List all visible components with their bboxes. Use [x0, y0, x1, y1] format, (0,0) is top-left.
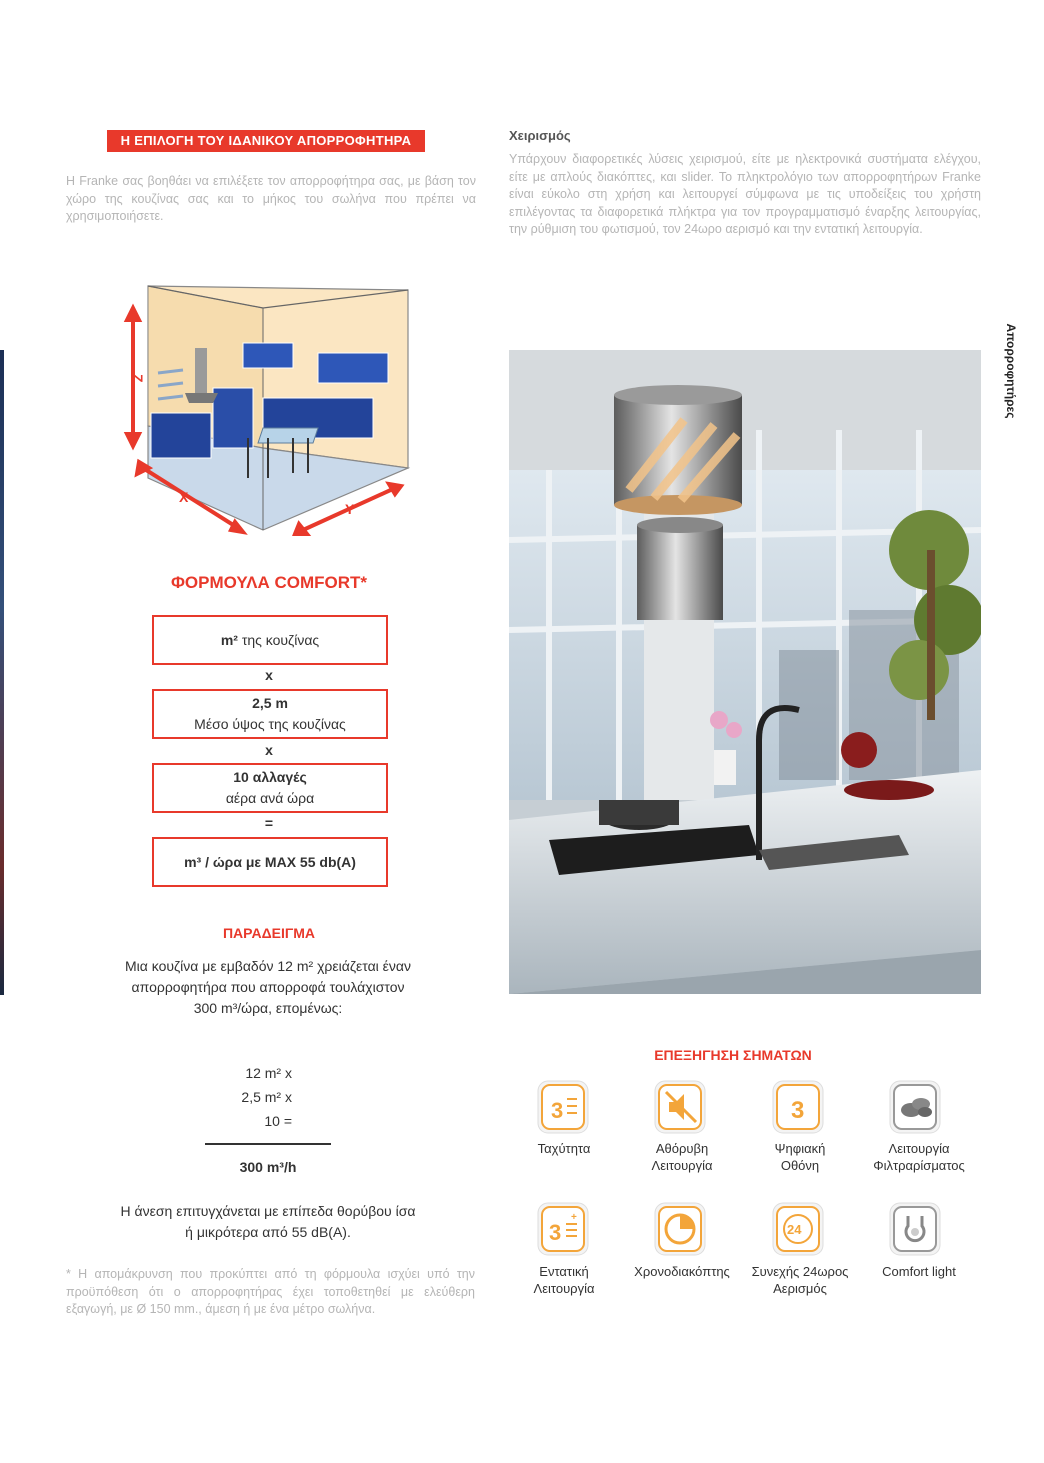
formula-box-height [152, 689, 388, 739]
silent-icon [652, 1078, 712, 1138]
svg-text:3: 3 [791, 1097, 805, 1124]
speed-icon [535, 1078, 595, 1138]
intensive-icon [535, 1200, 595, 1260]
legend-label-silent: Αθόρυβη Λειτουργία [651, 1141, 713, 1173]
controls-title: Χειρισμός [509, 128, 571, 143]
formula-box-result: m³ / ώρα με MAX 55 db(A) [152, 837, 388, 887]
section-heading-badge: Η ΕΠΙΛΟΓΗ ΤΟΥ ΙΔΑΝΙΚΟΥ ΑΠΟΡΡΟΦΗΤΗΡΑ [107, 130, 425, 152]
intro-paragraph: Η Franke σας βοηθάει να επιλέξετε τον απορροφήτηρα σας, με βάση τον χώρο της κουζίνας σας και το μήκος του σωλήνα που πρέπει να χρησιμοποιήσετε. [66, 174, 476, 223]
formula-box-changes [152, 763, 388, 813]
formula-title: ΦΟΡΜΟΥΛΑ COMFORT* [170, 573, 368, 592]
formula-operator-3: = [264, 815, 274, 831]
legend-title: ΕΠΕΞΗΓΗΣΗ ΣΗΜΑΤΩΝ [654, 1047, 812, 1063]
ventilation-24h-icon [770, 1200, 830, 1260]
formula-height-value: 2,5 m [252, 695, 288, 711]
kitchen-room-diagram [123, 278, 413, 536]
formula-changes-value: 10 αλλαγές [233, 769, 307, 785]
legend-label-speed: Ταχύτητα [537, 1141, 591, 1156]
legend-label-digital: Ψηφιακή Οθόνη [774, 1141, 826, 1173]
legend-label-ventilation: Συνεχής 24ωρος Αερισμός [751, 1264, 849, 1296]
controls-paragraph: Υπάρχουν διαφορετικές λύσεις χειρισμού, είτε με ηλεκτρονικά συστήματα ελέγχου, είτε με απλούς διακόπτες, και slider. Το πληκτρολόγιο των απορροφητήρων Franke είναι εύκολο στη χρήση και λειτουργεί σύμφωνα με τις υποδείξεις του χρήστη επιλέγοντας τα διαφορετικά πλήκτρα για τον προγραμματισμό έναρξης λειτουργίας, την ρύθμιση του φωτισμού, τον 24ωρο αερισμό και την εντατική λειτουργία. [509, 152, 981, 236]
legend-label-filter: Λειτουργία Φιλτραρίσματος [873, 1141, 965, 1173]
kitchen-photo [509, 350, 981, 994]
diagram-label-z: Z [130, 374, 146, 383]
left-edge-strip [0, 350, 4, 995]
legend-label-timer: Χρονοδιακόπτης [634, 1264, 730, 1279]
digital-display-icon [770, 1078, 830, 1138]
formula-operator-2: x [265, 742, 273, 758]
filter-icon [887, 1078, 947, 1138]
legend-label-intensive: Εντατική Λειτουργία [533, 1264, 595, 1296]
footnote: * Η απομάκρυνση που προκύπτει από τη φόρμουλα ισχύει υπό την προϋπόθεση ότι ο απορροφητήρας έχει τοποθετηθεί με ελεύθερη εξαγωγή, με Ø 150 mm., άμεση ή με ένα μέτρο σωλήνα. [66, 1267, 475, 1316]
formula-changes-text: αέρα ανά ώρα [225, 790, 315, 806]
calc-line-area: 12 m² x [245, 1065, 292, 1081]
svg-text:3: 3 [549, 1220, 562, 1245]
svg-text:+: + [571, 1212, 577, 1223]
formula-operator-1: x [265, 667, 273, 683]
legend-label-comfort-light: Comfort light [882, 1264, 956, 1279]
formula-box-area [152, 615, 388, 665]
svg-text:3: 3 [551, 1098, 564, 1123]
formula-height-text: Μέσο ύψος της κουζίνας [194, 716, 346, 732]
diagram-label-y: Y [345, 501, 355, 517]
calc-line-height: 2,5 m² x [241, 1089, 292, 1105]
svg-text:24: 24 [787, 1222, 802, 1237]
example-paragraph: Μια κουζίνα με εμβαδόν 12 m² χρειάζεται έναν απορροφητήρα που απορροφά τουλάχιστον 300 m³/ώρα, επομένως: [124, 958, 412, 1016]
calc-result: 300 m³/h [239, 1159, 297, 1175]
comfort-light-icon [887, 1200, 947, 1260]
comfort-note: Η άνεση επιτυγχάνεται με επίπεδα θορύβου ίσα ή μικρότερα από 55 dB(A). [120, 1203, 416, 1240]
formula-area-text: της κουζίνας [241, 632, 320, 648]
side-section-label: Απορροφητήρες [1004, 323, 1018, 419]
timer-icon [652, 1200, 712, 1260]
example-title: ΠΑΡΑΔΕΙΓΜΑ [222, 925, 316, 941]
formula-area-unit: m² [220, 632, 238, 648]
diagram-label-x: X [179, 489, 189, 505]
calc-line-changes: 10 = [264, 1113, 292, 1129]
calc-divider [205, 1143, 331, 1145]
